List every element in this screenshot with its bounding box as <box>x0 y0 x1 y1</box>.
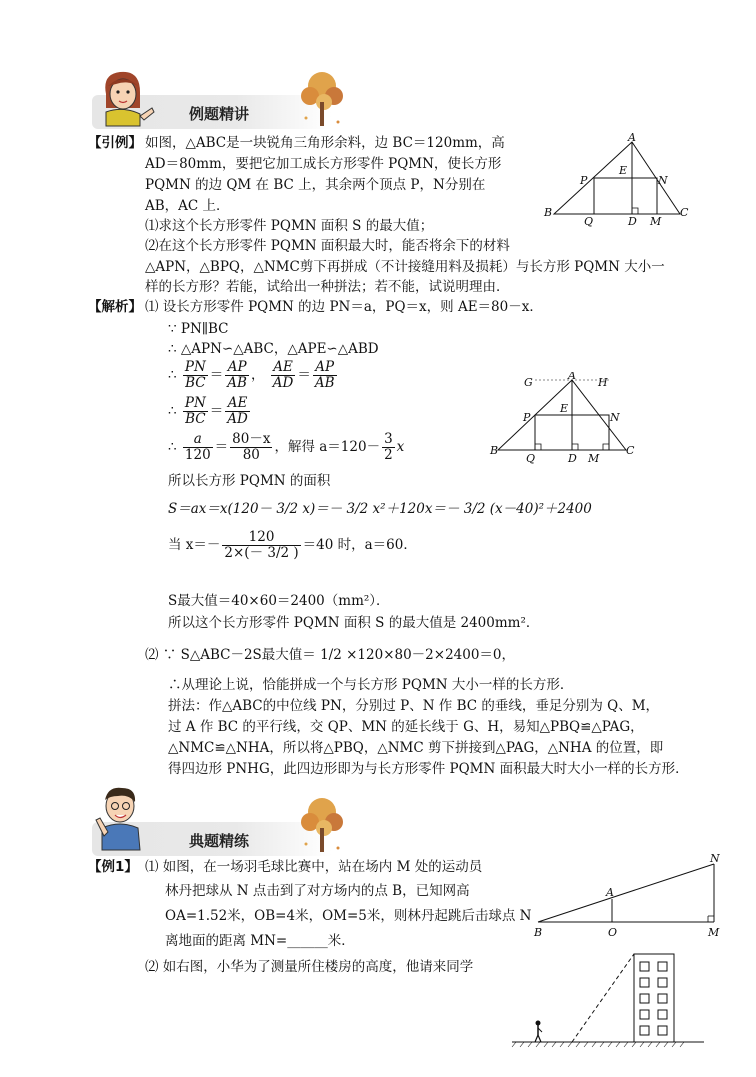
student-avatar-icon <box>88 780 154 852</box>
fig2-label-E: E <box>560 402 569 415</box>
intro-line-4: AB，AC 上． <box>145 198 230 214</box>
intro-line-7: △APN，△BPQ，△NMC剪下再拼成（不计接缝用料及损耗）与长方形 PQMN 大小一 <box>145 259 665 275</box>
intro-line-8: 样的长方形？若能，试给出一种拼法；若不能，试说明理由． <box>145 279 510 295</box>
fig1-label-E: E <box>619 164 628 177</box>
building-figure <box>508 950 708 1050</box>
fraction-row-2: ∴ $\frac{PN}{BC}$ ＝ $\frac{AE}{AD}$ <box>168 395 248 427</box>
fig1-label-N: N <box>658 174 668 187</box>
intro-label: 【引例】 <box>88 135 142 151</box>
area-caption: 所以长方形 PQMN 的面积 <box>168 473 331 489</box>
intro-line-1: 如图，△ABC是一块锐角三角形余料，边 BC＝120mm，高 <box>145 135 505 151</box>
triangle-figure-1 <box>540 132 690 228</box>
fig2-label-B: B <box>490 444 499 457</box>
intro-line-3: PQMN 的边 QM 在 BC 上，其余两个顶点 P，N分别在 <box>145 177 486 193</box>
part2-line-1: ⑵ ∵ S△ABC－2S最大值＝ 1/2 ×120×80－2×2400＝0， <box>145 647 516 663</box>
triangle-figure-2 <box>488 372 638 464</box>
example-line-2: 林丹把球从 N 点击到了对方场内的点 B，已知网高 <box>165 883 470 899</box>
part2-line-3: 拼法：作△ABC的中位线 PN，分别过 P、N 作 BC 的垂线，垂足分别为 Q、M， <box>168 698 660 714</box>
fig1-label-A: A <box>628 132 636 144</box>
example-line-3: OA=1.52米，OB=4米，OM=5米，则林丹起跳后击球点 N <box>165 908 532 924</box>
fig1-label-B: B <box>544 206 553 219</box>
fig1-label-Q: Q <box>584 215 594 228</box>
autumn-tree-icon <box>298 66 346 130</box>
analysis-line-2: ∵ PN∥BC <box>168 321 229 337</box>
fig2-label-G: G <box>524 376 533 389</box>
section-title-2: 典题精练 <box>189 832 250 850</box>
fig2-label-H: H <box>598 376 608 389</box>
fig2-label-C: C <box>626 444 635 457</box>
intro-line-6: ⑵在这个长方形零件 PQMN 面积最大时，能否将余下的材料 <box>145 238 510 254</box>
fig1-label-C: C <box>680 206 689 219</box>
smax-conclusion: 所以这个长方形零件 PQMN 面积 S 的最大值是 2400mm²． <box>168 615 540 631</box>
example-label: 【例1】 <box>88 859 138 875</box>
when-x-line: 当 x＝－ $\frac{120}{2\times(- 3/2 )}$ ＝40 时，a＝60． <box>168 529 417 561</box>
intro-line-2: AD＝80mm，要把它加工成长方形零件 PQMN，使长方形 <box>145 156 502 172</box>
fig1-label-P: P <box>580 174 588 187</box>
fig3-label-A: A <box>606 886 614 899</box>
fig2-label-N: N <box>610 411 620 424</box>
fraction-row-3: ∴ $\frac{a}{120}$ ＝ $\frac{80-x}{80}$ ，解得 a＝120－ $\frac{3}{2}$ x <box>168 431 405 463</box>
fig2-label-D: D <box>568 452 577 464</box>
analysis-line-1: ⑴ 设长方形零件 PQMN 的边 PN＝a，PQ＝x，则 AE＝80－x． <box>145 299 543 315</box>
analysis-line-3: ∴ △APN∽△ABC，△APE∽△ABD <box>168 341 379 357</box>
autumn-tree-icon-2 <box>298 792 346 856</box>
fig2-label-M: M <box>588 452 600 464</box>
area-formula: S＝ax＝x(120－ 3/2 x)＝－ 3/2 x²＋120x＝－ 3/2 (x－40)²＋2400 <box>168 501 592 517</box>
fig1-label-D: D <box>628 215 637 228</box>
part2-line-5: △NMC≌△NHA，所以将△PBQ，△NMC 剪下拼接到△PAG，△NHA 的位置，即 <box>168 740 664 756</box>
section-title-1: 例题精讲 <box>189 105 250 123</box>
example-line-4: 离地面的距离 MN=______米． <box>165 933 355 949</box>
fig2-label-Q: Q <box>526 452 536 464</box>
part2-line-2: ∴从理论上说，恰能拼成一个与长方形 PQMN 大小一样的长方形． <box>168 677 574 693</box>
smax-line: S最大值＝40×60＝2400（mm²）． <box>168 593 390 609</box>
part2-line-4: 过 A 作 BC 的平行线，交 QP、MN 的延长线于 G、H，易知△PBQ≌△PAG， <box>168 719 644 735</box>
teacher-avatar-icon <box>88 64 158 134</box>
fig1-label-M: M <box>650 215 662 228</box>
example-line-1: ⑴ 如图，在一场羽毛球比赛中，站在场内 M 处的运动员 <box>145 859 483 875</box>
intro-line-5: ⑴求这个长方形零件 PQMN 面积 S 的最大值； <box>145 218 434 234</box>
fraction-row-1: ∴ $\frac{PN}{BC}$ ＝ $\frac{AP}{AB}$ ， $\frac{AE}{AD}$ ＝ $\frac{AP}{AB}$ <box>168 359 335 391</box>
fig2-label-A: A <box>568 372 576 382</box>
fig3-label-B: B <box>534 926 543 939</box>
part2-line-6: 得四边形 PNHG，此四边形即为与长方形零件 PQMN 面积最大时大小一样的长方形． <box>168 761 689 777</box>
analysis-label: 【解析】 <box>88 299 142 315</box>
fig3-label-M: M <box>708 926 720 939</box>
badminton-figure <box>528 850 728 942</box>
fig2-label-P: P <box>523 411 531 424</box>
example-line-5: ⑵ 如右图，小华为了测量所住楼房的高度，他请来同学 <box>145 959 474 975</box>
fig3-label-N: N <box>710 852 720 865</box>
fig3-label-O: O <box>608 926 618 939</box>
